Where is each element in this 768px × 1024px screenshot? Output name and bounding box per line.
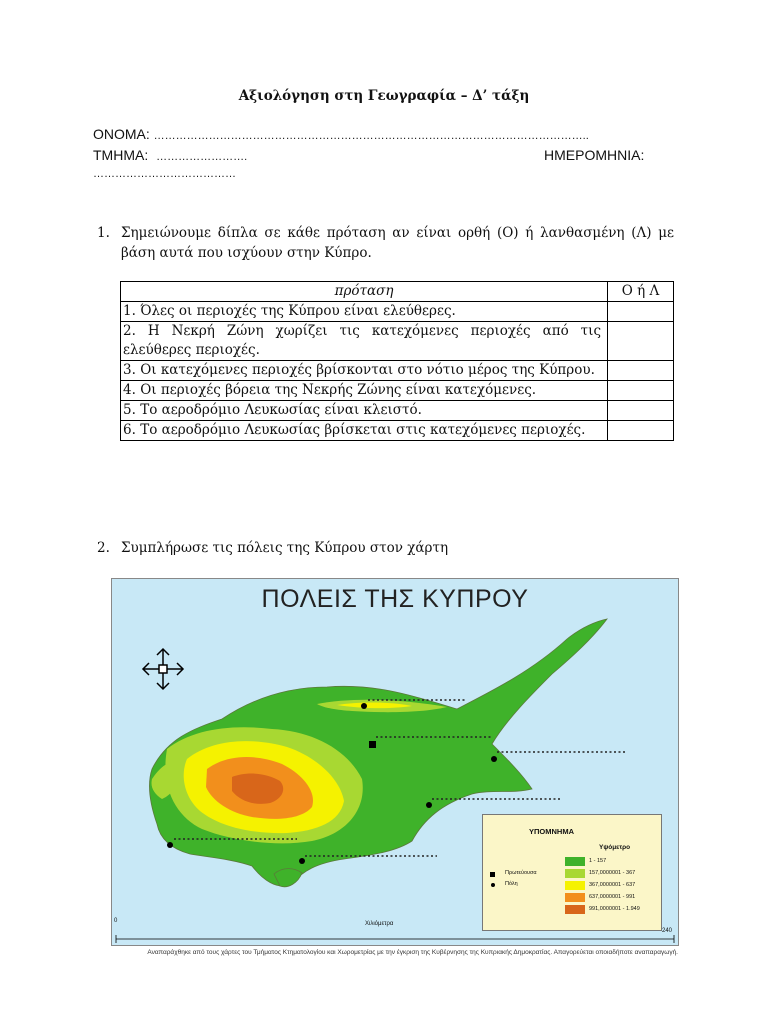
- statement-text: Οι κατεχόμενες περιοχές βρίσκονται στο νότιο μέρος της Κύπρου.: [140, 362, 595, 378]
- class-line: [93, 147, 247, 163]
- row-number: 1.: [123, 303, 136, 319]
- scale-end-label: 240: [662, 928, 673, 934]
- legend-elevation-title: Υψόμετρο: [599, 844, 631, 851]
- legend-class-label: 991,0000001 - 1.949: [589, 906, 640, 912]
- city-symbol-icon: [491, 883, 495, 887]
- answer-cell[interactable]: [608, 401, 674, 421]
- table-header-row: [121, 282, 674, 302]
- map-legend: [482, 814, 662, 931]
- legend-title: ΥΠΟΜΝΗΜΑ: [529, 827, 574, 836]
- city-limassol-marker: [299, 858, 305, 864]
- name-field[interactable]: ………………………………………………………………………………………………………..: [153, 130, 589, 142]
- scale-label: Χιλιόμετρα: [365, 921, 394, 927]
- statement-text: Η Νεκρή Ζώνη χωρίζει τις κατεχόμενες περιοχές από τις ελεύθερες περιοχές.: [123, 323, 601, 358]
- capital-symbol-icon: [490, 872, 495, 877]
- cyprus-map: [111, 578, 679, 946]
- row-number: 6.: [123, 422, 136, 438]
- table-row: [121, 361, 674, 381]
- legend-city-label: Πόλη: [505, 881, 518, 887]
- statement-text: Το αεροδρόμιο Λευκωσίας είναι κλειστό.: [140, 402, 422, 418]
- city-famagusta-marker: [491, 756, 497, 762]
- legend-class-label: 637,0000001 - 991: [589, 894, 636, 900]
- question1-number: 1.: [97, 225, 110, 241]
- date-field[interactable]: …………………………………: [93, 168, 236, 180]
- legend-swatch: [565, 857, 585, 866]
- legend-class-label: 1 - 157: [589, 858, 607, 864]
- answer-cell[interactable]: [608, 421, 674, 441]
- name-line: [93, 126, 589, 142]
- legend-class-label: 157,0000001 - 367: [589, 870, 636, 876]
- statement-text: Οι περιοχές βόρεια της Νεκρής Ζώνης είναι κατεχόμενες.: [140, 382, 537, 398]
- table-row: [121, 421, 674, 441]
- answer-cell[interactable]: [608, 361, 674, 381]
- statement-cell: [121, 381, 608, 401]
- answer-cell[interactable]: [608, 322, 674, 361]
- class-field[interactable]: …………………….: [156, 151, 248, 163]
- statement-cell: [121, 421, 608, 441]
- statement-text: Όλες οι περιοχές της Κύπρου είναι ελεύθερες.: [140, 303, 456, 319]
- true-false-table: [120, 281, 674, 441]
- map-title: ΠΟΛΕΙΣ ΤΗΣ ΚΥΠΡΟΥ: [261, 585, 529, 613]
- table-row: [121, 381, 674, 401]
- header-statement: πρόταση: [121, 282, 608, 302]
- page-title: Αξιολόγηση στη Γεωγραφία – Δ’ τάξη: [238, 88, 530, 104]
- statement-cell: [121, 322, 608, 361]
- legend-swatch: [565, 905, 585, 914]
- row-number: 3.: [123, 362, 136, 378]
- answer-cell[interactable]: [608, 302, 674, 322]
- move-arrows-icon: [143, 649, 183, 689]
- date-label: ΗΜΕΡΟΜΗΝΙΑ:: [544, 147, 645, 163]
- legend-class-label: 367,0000001 - 637: [589, 882, 636, 888]
- name-label: ΟΝΟΜΑ:: [93, 126, 150, 142]
- row-number: 5.: [123, 402, 136, 418]
- city-kyrenia-marker: [361, 703, 367, 709]
- city-larnaca-marker: [426, 802, 432, 808]
- statement-cell: [121, 401, 608, 421]
- statement-cell: [121, 302, 608, 322]
- legend-swatch: [565, 893, 585, 902]
- answer-cell[interactable]: [608, 381, 674, 401]
- question2-text: Συμπλήρωσε τις πόλεις της Κύπρου στον χάρτη: [121, 540, 449, 556]
- table-row: [121, 401, 674, 421]
- legend-capital-label: Πρωτεύουσα: [505, 870, 537, 876]
- scale-start-label: 0: [114, 918, 118, 924]
- question2-number: 2.: [97, 540, 110, 556]
- city-paphos-marker: [167, 842, 173, 848]
- map-credit: Αναπαράχθηκε από τους χάρτες του Τμήματος Κτηματολογίου και Χωρομετρίας με την έγκριση της Κυβέρνησης της Κυπριακής Δημοκρατίας. Απαγορεύεται οποιαδήποτε αναπαραγωγή.: [147, 949, 678, 956]
- legend-swatch: [565, 881, 585, 890]
- class-label: ΤΜΗΜΑ:: [93, 147, 149, 163]
- table-row: [121, 322, 674, 361]
- legend-swatch: [565, 869, 585, 878]
- capital-nicosia-marker: [369, 741, 376, 748]
- header-answer: Ο ή Λ: [608, 282, 674, 302]
- row-number: 4.: [123, 382, 136, 398]
- statement-text: Το αεροδρόμιο Λευκωσίας βρίσκεται στις κατεχόμενες περιοχές.: [140, 422, 586, 438]
- row-number: 2.: [123, 323, 136, 339]
- question1-text: Σημειώνουμε δίπλα σε κάθε πρόταση αν είναι ορθή (Ο) ή λανθασμένη (Λ) με βάση αυτά που ισχύουν στην Κύπρο.: [121, 225, 674, 261]
- statement-cell: [121, 361, 608, 381]
- table-row: [121, 302, 674, 322]
